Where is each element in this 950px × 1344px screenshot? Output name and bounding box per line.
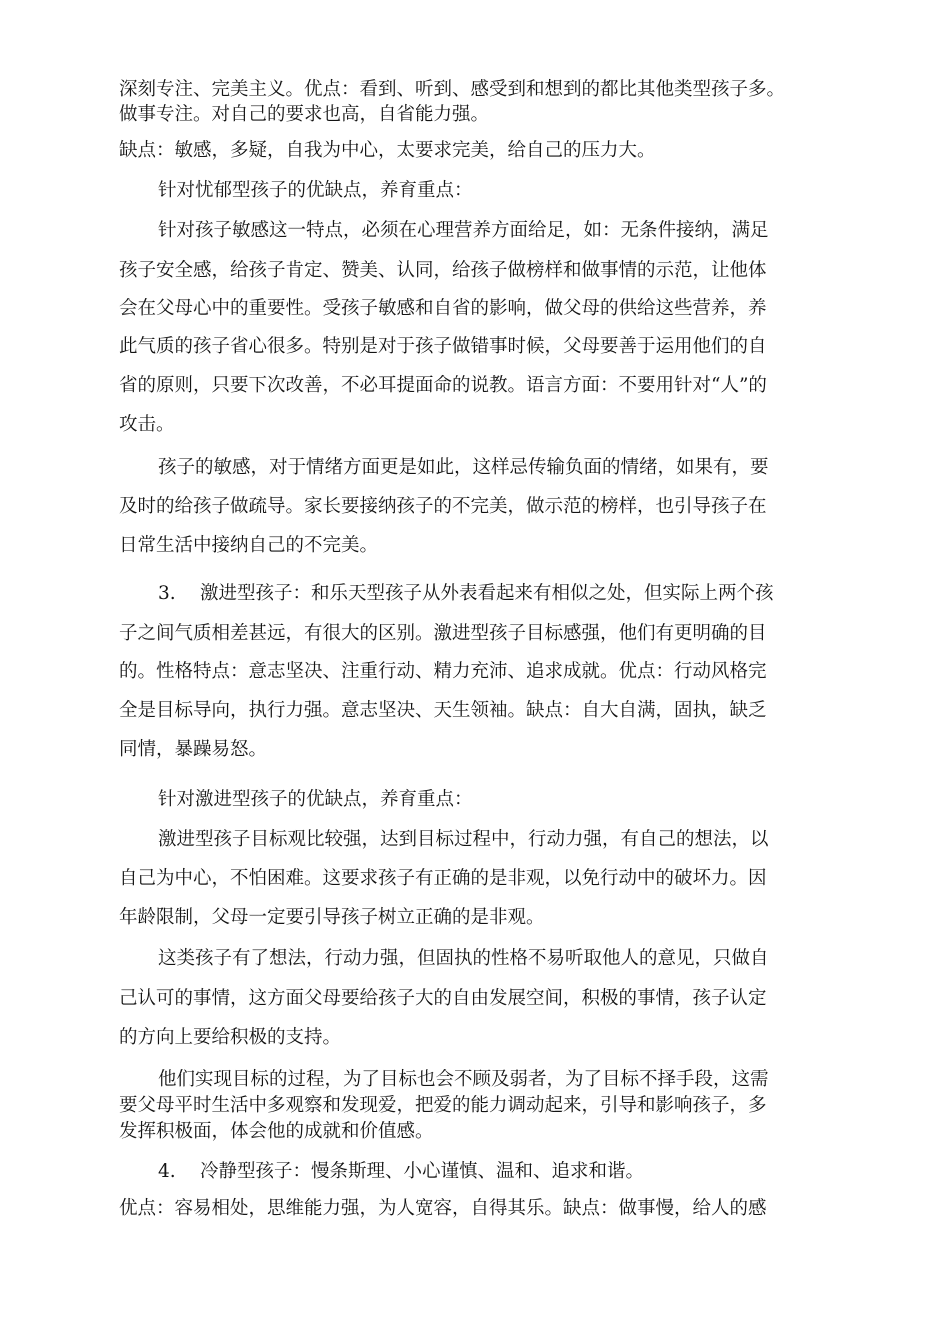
- list-item-3: [158, 585, 774, 604]
- paragraph-line: 的。性格特点：意志坚决、注重行动、精力充沛、追求成就。优点：行动风格完: [119, 661, 767, 682]
- paragraph-line: 冷静型孩子：慢条斯理、小心谨慎、温和、追求和谐。: [200, 1161, 645, 1182]
- paragraph-line: 年龄限制，父母一定要引导孩子树立正确的是非观。: [119, 907, 545, 928]
- list-number: 4.: [158, 1161, 176, 1182]
- paragraph-line: 他们实现目标的过程，为了目标也会不顾及弱者，为了目标不择手段，这需: [158, 1069, 769, 1090]
- paragraph-line: 子之间气质相差甚远，有很大的区别。激进型孩子目标感强，他们有更明确的目: [119, 623, 767, 644]
- list-number: 3.: [158, 583, 176, 604]
- paragraph-line: 这类孩子有了想法，行动力强，但固执的性格不易听取他人的意见，只做自: [158, 948, 769, 969]
- intro-line-3: 缺点：敏感，多疑，自我为中心，太要求完美，给自己的压力大。: [119, 140, 656, 161]
- paragraph-line: 会在父母心中的重要性。受孩子敏感和自省的影响，做父母的供给这些营养，养: [119, 298, 767, 319]
- paragraph-line: 自己为中心，不怕困难。这要求孩子有正确的是非观，以免行动中的破坏力。因: [119, 868, 767, 889]
- paragraph-line: 孩子安全感，给孩子肯定、赞美、认同，给孩子做榜样和做事情的示范，让他体: [119, 260, 767, 281]
- paragraph-line: 发挥积极面，体会他的成就和价值感。: [119, 1121, 434, 1142]
- paragraph-line: 己认可的事情，这方面父母要给孩子大的自由发展空间，积极的事情，孩子认定: [119, 988, 767, 1009]
- paragraph-line: 日常生活中接纳自己的不完美。: [119, 535, 379, 556]
- intro-line-1: 深刻专注、完美主义。优点：看到、听到、感受到和想到的都比其他类型孩子多。: [119, 79, 786, 100]
- paragraph-line: 孩子的敏感，对于情绪方面更是如此，这样忌传输负面的情绪，如果有，要: [158, 457, 769, 478]
- paragraph-line: 激进型孩子：和乐天型孩子从外表看起来有相似之处，但实际上两个孩: [200, 583, 774, 604]
- paragraph-line: 及时的给孩子做疏导。家长要接纳孩子的不完美，做示范的榜样，也引导孩子在: [119, 496, 767, 517]
- melancholy-heading: 针对忧郁型孩子的优缺点，养育重点：: [158, 180, 473, 201]
- aggressive-heading: 针对激进型孩子的优缺点，养育重点：: [158, 789, 473, 810]
- paragraph-line: 的方向上要给积极的支持。: [119, 1027, 342, 1048]
- paragraph-line: 优点：容易相处，思维能力强，为人宽容，自得其乐。缺点：做事慢，给人的感: [119, 1198, 767, 1219]
- intro-line-2: 做事专注。对自己的要求也高，自省能力强。: [119, 104, 490, 125]
- list-item-4: [158, 1163, 644, 1182]
- paragraph-line: 此气质的孩子省心很多。特别是对于孩子做错事时候，父母要善于运用他们的自: [119, 336, 767, 357]
- paragraph-line: 同情，暴躁易怒。: [119, 739, 268, 760]
- paragraph-line: 省的原则，只要下次改善，不必耳提面命的说教。语言方面：不要用针对“人”的: [119, 375, 767, 396]
- paragraph-line: 攻击。: [119, 414, 175, 435]
- paragraph-line: 针对孩子敏感这一特点，必须在心理营养方面给足，如：无条件接纳，满足: [158, 220, 769, 241]
- paragraph-line: 要父母平时生活中多观察和发现爱，把爱的能力调动起来，引导和影响孩子，多: [119, 1095, 767, 1116]
- paragraph-line: 全是目标导向，执行力强。意志坚决、天生领袖。缺点：自大自满，固执，缺乏: [119, 700, 767, 721]
- paragraph-line: 激进型孩子目标观比较强，达到目标过程中，行动力强，有自己的想法，以: [158, 829, 769, 850]
